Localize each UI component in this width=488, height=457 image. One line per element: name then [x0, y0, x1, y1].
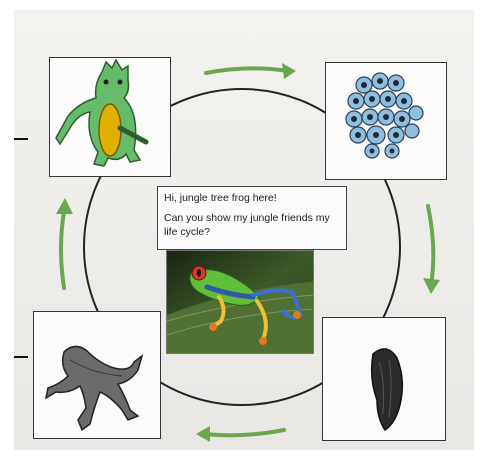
froglet-card	[33, 311, 161, 439]
tadpole-drawing	[323, 318, 446, 441]
bubble-line-1: Hi, jungle tree frog here!	[164, 192, 277, 204]
speech-bubble	[157, 186, 347, 250]
froglet-drawing	[34, 312, 161, 439]
adult-frog-drawing	[50, 58, 171, 177]
edge-mark	[14, 356, 28, 358]
adult-frog-card	[49, 57, 171, 177]
bubble-line-2: Can you show my jungle friends my life cycle?	[164, 212, 330, 238]
frog-eggs-card	[325, 62, 447, 180]
arrow-right-icon	[200, 55, 304, 85]
tree-frog-photo	[166, 250, 314, 354]
edge-mark	[14, 138, 28, 140]
frog-eggs-drawing	[326, 63, 447, 180]
red-eyed-tree-frog-photo	[167, 251, 314, 354]
arrow-up-icon	[50, 190, 80, 294]
arrow-left-icon	[190, 420, 290, 446]
arrow-down-icon	[416, 200, 446, 300]
tadpole-card	[322, 317, 446, 441]
